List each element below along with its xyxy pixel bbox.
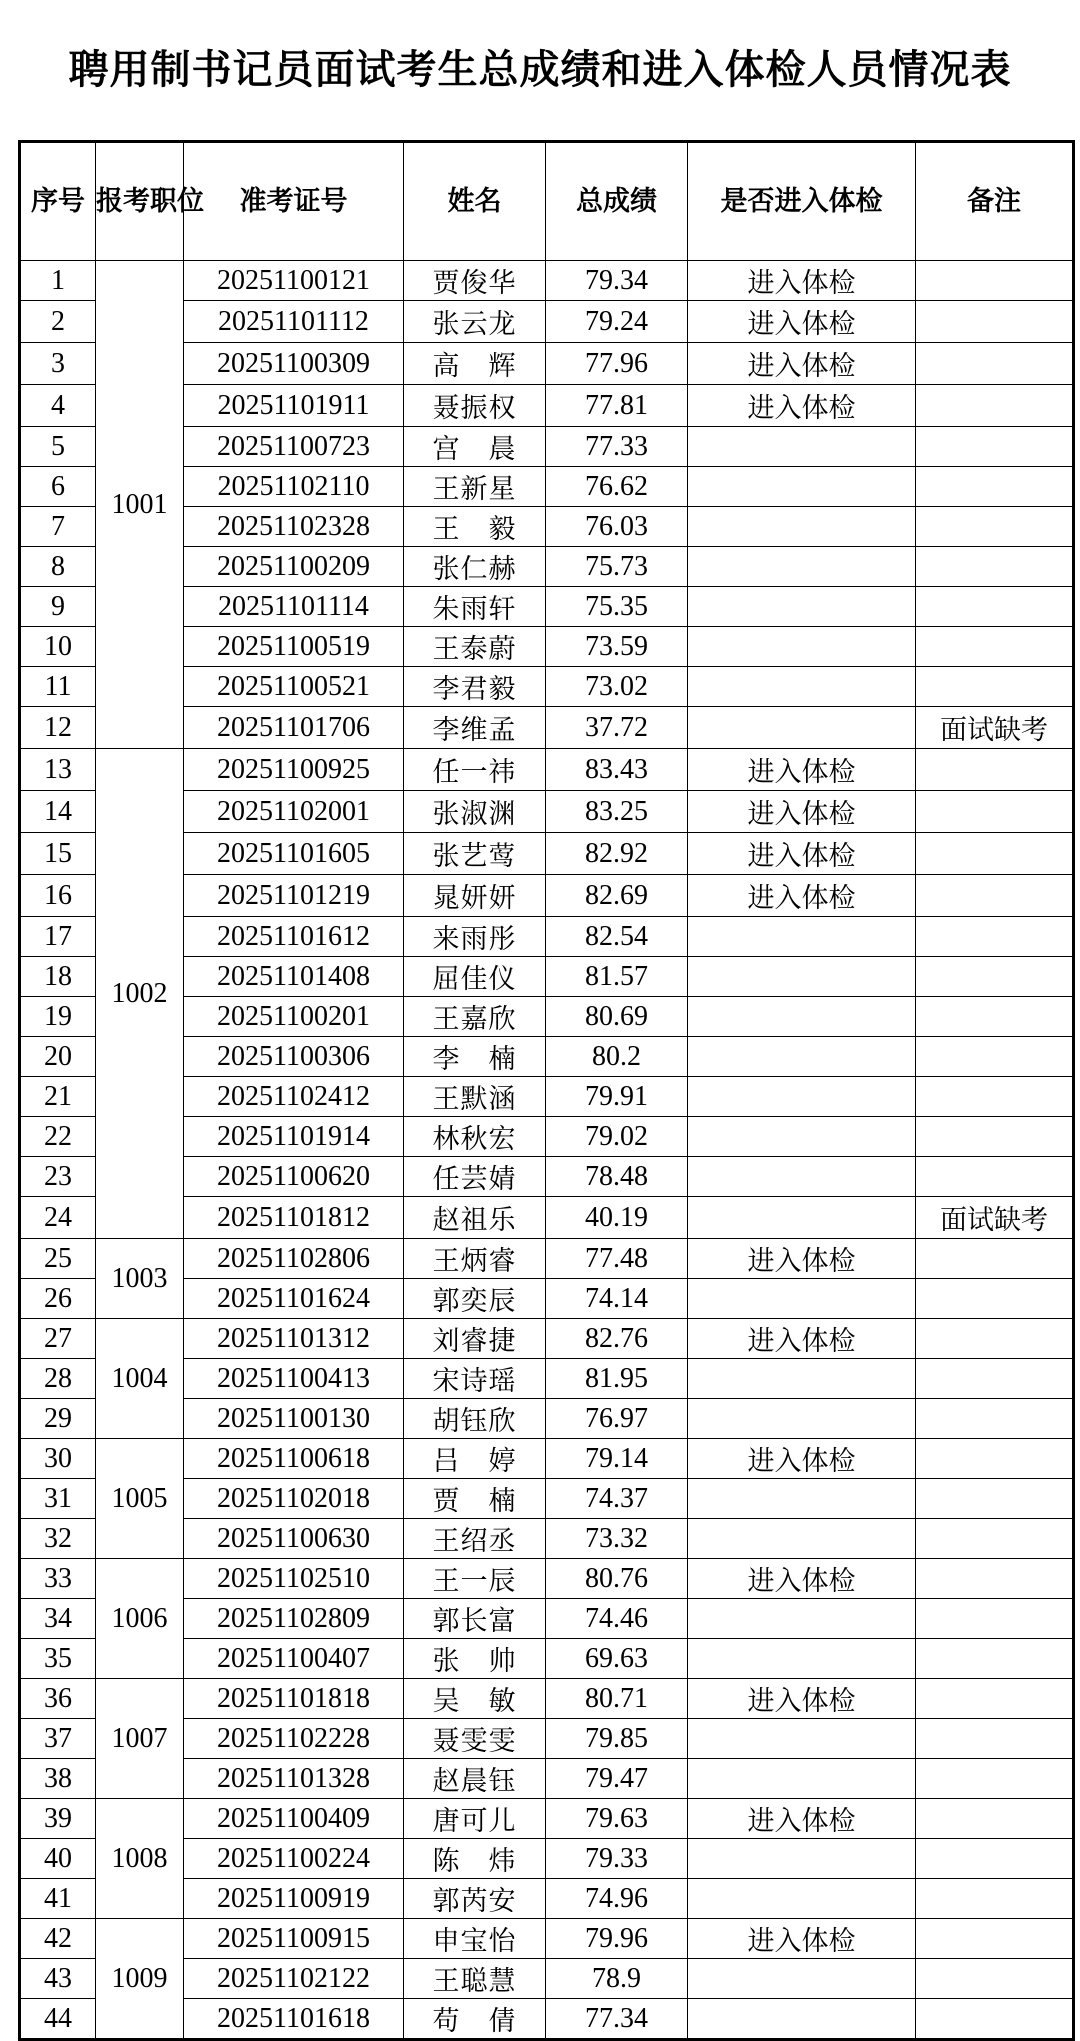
ticket-cell: 20251101618: [184, 1999, 404, 2040]
ticket-cell: 20251102110: [184, 467, 404, 507]
seq-cell: 17: [20, 917, 96, 957]
seq-cell: 34: [20, 1599, 96, 1639]
table-row: [20, 1919, 1074, 1959]
name-cell: 郭奕辰: [404, 1279, 546, 1319]
note-cell: [916, 791, 1074, 833]
check-cell: [688, 1157, 916, 1197]
name-cell: 宫 晨: [404, 427, 546, 467]
name-cell: 郭长富: [404, 1599, 546, 1639]
seq-cell: 23: [20, 1157, 96, 1197]
name-cell: 李君毅: [404, 667, 546, 707]
check-cell: 进入体检: [688, 1439, 916, 1479]
name-cell: 吴 敏: [404, 1679, 546, 1719]
seq-cell: 25: [20, 1239, 96, 1279]
note-cell: [916, 1919, 1074, 1959]
ticket-cell: 20251101219: [184, 875, 404, 917]
score-cell: 79.24: [546, 301, 688, 343]
seq-cell: 6: [20, 467, 96, 507]
ticket-cell: 20251102018: [184, 1479, 404, 1519]
score-cell: 79.14: [546, 1439, 688, 1479]
post-cell: 1003: [96, 1239, 184, 1319]
score-cell: 80.2: [546, 1037, 688, 1077]
seq-cell: 35: [20, 1639, 96, 1679]
ticket-cell: 20251102122: [184, 1959, 404, 1999]
score-cell: 80.69: [546, 997, 688, 1037]
score-cell: 40.19: [546, 1197, 688, 1239]
score-cell: 77.34: [546, 1999, 688, 2040]
seq-cell: 5: [20, 427, 96, 467]
name-cell: 聂振权: [404, 385, 546, 427]
header-note: 备注: [916, 142, 1074, 261]
name-cell: 王嘉欣: [404, 997, 546, 1037]
check-cell: [688, 707, 916, 749]
ticket-cell: 20251100409: [184, 1799, 404, 1839]
check-cell: [688, 1037, 916, 1077]
ticket-cell: 20251100309: [184, 343, 404, 385]
header-row: [20, 142, 1074, 261]
score-cell: 74.96: [546, 1879, 688, 1919]
score-cell: 69.63: [546, 1639, 688, 1679]
score-cell: 78.48: [546, 1157, 688, 1197]
note-cell: 面试缺考: [916, 1197, 1074, 1239]
name-cell: 朱雨轩: [404, 587, 546, 627]
check-cell: [688, 1839, 916, 1879]
note-cell: [916, 1479, 1074, 1519]
ticket-cell: 20251101911: [184, 385, 404, 427]
score-cell: 75.73: [546, 547, 688, 587]
name-cell: 王默涵: [404, 1077, 546, 1117]
score-cell: 77.96: [546, 343, 688, 385]
score-cell: 79.34: [546, 261, 688, 301]
seq-cell: 39: [20, 1799, 96, 1839]
score-cell: 79.96: [546, 1919, 688, 1959]
seq-cell: 38: [20, 1759, 96, 1799]
seq-cell: 28: [20, 1359, 96, 1399]
score-cell: 81.95: [546, 1359, 688, 1399]
ticket-cell: 20251100306: [184, 1037, 404, 1077]
note-cell: [916, 1599, 1074, 1639]
note-cell: [916, 547, 1074, 587]
seq-cell: 10: [20, 627, 96, 667]
check-cell: [688, 1077, 916, 1117]
header-check: 是否进入体检: [688, 142, 916, 261]
post-cell: 1005: [96, 1439, 184, 1559]
note-cell: [916, 627, 1074, 667]
note-cell: [916, 749, 1074, 791]
post-cell: 1008: [96, 1799, 184, 1919]
ticket-cell: 20251100618: [184, 1439, 404, 1479]
note-cell: [916, 917, 1074, 957]
header-name: 姓名: [404, 142, 546, 261]
check-cell: [688, 1519, 916, 1559]
check-cell: [688, 627, 916, 667]
seq-cell: 3: [20, 343, 96, 385]
note-cell: [916, 1839, 1074, 1879]
check-cell: 进入体检: [688, 1319, 916, 1359]
seq-cell: 29: [20, 1399, 96, 1439]
score-cell: 82.76: [546, 1319, 688, 1359]
ticket-cell: 20251101114: [184, 587, 404, 627]
name-cell: 王新星: [404, 467, 546, 507]
check-cell: 进入体检: [688, 261, 916, 301]
seq-cell: 4: [20, 385, 96, 427]
seq-cell: 8: [20, 547, 96, 587]
page-title: 聘用制书记员面试考生总成绩和进入体检人员情况表: [68, 47, 1012, 93]
header-post: 报考职位: [96, 142, 184, 261]
score-cell: 83.43: [546, 749, 688, 791]
score-cell: 80.76: [546, 1559, 688, 1599]
note-cell: [916, 343, 1074, 385]
ticket-cell: 20251101612: [184, 917, 404, 957]
check-cell: [688, 1639, 916, 1679]
name-cell: 屈佳仪: [404, 957, 546, 997]
seq-cell: 20: [20, 1037, 96, 1077]
ticket-cell: 20251101818: [184, 1679, 404, 1719]
seq-cell: 43: [20, 1959, 96, 1999]
name-cell: 张艺莺: [404, 833, 546, 875]
ticket-cell: 20251100723: [184, 427, 404, 467]
check-cell: [688, 467, 916, 507]
seq-cell: 13: [20, 749, 96, 791]
score-cell: 74.46: [546, 1599, 688, 1639]
note-cell: [916, 1117, 1074, 1157]
note-cell: [916, 261, 1074, 301]
score-cell: 74.14: [546, 1279, 688, 1319]
ticket-cell: 20251100201: [184, 997, 404, 1037]
check-cell: [688, 1359, 916, 1399]
seq-cell: 37: [20, 1719, 96, 1759]
score-cell: 81.57: [546, 957, 688, 997]
note-cell: [916, 1999, 1074, 2040]
score-cell: 37.72: [546, 707, 688, 749]
note-cell: [916, 301, 1074, 343]
note-cell: [916, 1279, 1074, 1319]
name-cell: 赵祖乐: [404, 1197, 546, 1239]
seq-cell: 33: [20, 1559, 96, 1599]
score-cell: 76.62: [546, 467, 688, 507]
ticket-cell: 20251101328: [184, 1759, 404, 1799]
score-cell: 76.03: [546, 507, 688, 547]
check-cell: 进入体检: [688, 343, 916, 385]
check-cell: [688, 1999, 916, 2040]
check-cell: 进入体检: [688, 1679, 916, 1719]
score-cell: 77.48: [546, 1239, 688, 1279]
post-cell: 1009: [96, 1919, 184, 2040]
note-cell: [916, 1639, 1074, 1679]
name-cell: 李维孟: [404, 707, 546, 749]
ticket-cell: 20251101624: [184, 1279, 404, 1319]
name-cell: 王聪慧: [404, 1959, 546, 1999]
note-cell: [916, 427, 1074, 467]
check-cell: [688, 997, 916, 1037]
score-cell: 82.54: [546, 917, 688, 957]
score-cell: 78.9: [546, 1959, 688, 1999]
score-cell: 82.92: [546, 833, 688, 875]
ticket-cell: 20251101914: [184, 1117, 404, 1157]
note-cell: [916, 385, 1074, 427]
name-cell: 晁妍妍: [404, 875, 546, 917]
name-cell: 唐可儿: [404, 1799, 546, 1839]
seq-cell: 40: [20, 1839, 96, 1879]
name-cell: 张 帅: [404, 1639, 546, 1679]
check-cell: [688, 1759, 916, 1799]
check-cell: 进入体检: [688, 1239, 916, 1279]
ticket-cell: 20251102412: [184, 1077, 404, 1117]
check-cell: 进入体检: [688, 1559, 916, 1599]
ticket-cell: 20251100209: [184, 547, 404, 587]
table-row: [20, 1679, 1074, 1719]
seq-cell: 36: [20, 1679, 96, 1719]
table-row: [20, 1559, 1074, 1599]
ticket-cell: 20251102510: [184, 1559, 404, 1599]
name-cell: 张仁赫: [404, 547, 546, 587]
check-cell: [688, 1479, 916, 1519]
seq-cell: 19: [20, 997, 96, 1037]
seq-cell: 14: [20, 791, 96, 833]
seq-cell: 41: [20, 1879, 96, 1919]
ticket-cell: 20251100407: [184, 1639, 404, 1679]
seq-cell: 22: [20, 1117, 96, 1157]
seq-cell: 31: [20, 1479, 96, 1519]
check-cell: 进入体检: [688, 385, 916, 427]
note-cell: [916, 1799, 1074, 1839]
score-cell: 77.81: [546, 385, 688, 427]
post-cell: 1002: [96, 749, 184, 1239]
note-cell: [916, 467, 1074, 507]
table-row: [20, 1319, 1074, 1359]
name-cell: 胡钰欣: [404, 1399, 546, 1439]
name-cell: 李 楠: [404, 1037, 546, 1077]
name-cell: 王一辰: [404, 1559, 546, 1599]
check-cell: [688, 667, 916, 707]
note-cell: [916, 1759, 1074, 1799]
name-cell: 王 毅: [404, 507, 546, 547]
note-cell: [916, 1679, 1074, 1719]
header-score: 总成绩: [546, 142, 688, 261]
name-cell: 刘睿捷: [404, 1319, 546, 1359]
check-cell: [688, 1399, 916, 1439]
note-cell: [916, 667, 1074, 707]
check-cell: 进入体检: [688, 1799, 916, 1839]
ticket-cell: 20251100919: [184, 1879, 404, 1919]
check-cell: [688, 1117, 916, 1157]
note-cell: [916, 1719, 1074, 1759]
seq-cell: 12: [20, 707, 96, 749]
note-cell: [916, 957, 1074, 997]
score-cell: 80.71: [546, 1679, 688, 1719]
check-cell: [688, 1197, 916, 1239]
note-cell: [916, 1559, 1074, 1599]
table-row: [20, 1439, 1074, 1479]
seq-cell: 16: [20, 875, 96, 917]
note-cell: [916, 507, 1074, 547]
score-cell: 79.85: [546, 1719, 688, 1759]
name-cell: 王泰蔚: [404, 627, 546, 667]
note-cell: [916, 1399, 1074, 1439]
ticket-cell: 20251100224: [184, 1839, 404, 1879]
seq-cell: 9: [20, 587, 96, 627]
check-cell: 进入体检: [688, 833, 916, 875]
seq-cell: 42: [20, 1919, 96, 1959]
name-cell: 贾 楠: [404, 1479, 546, 1519]
note-cell: [916, 1239, 1074, 1279]
check-cell: [688, 1279, 916, 1319]
ticket-cell: 20251100620: [184, 1157, 404, 1197]
ticket-cell: 20251100130: [184, 1399, 404, 1439]
post-cell: 1001: [96, 261, 184, 749]
name-cell: 林秋宏: [404, 1117, 546, 1157]
results-table: [18, 140, 1075, 2041]
score-cell: 75.35: [546, 587, 688, 627]
ticket-cell: 20251100413: [184, 1359, 404, 1399]
check-cell: [688, 917, 916, 957]
ticket-cell: 20251100519: [184, 627, 404, 667]
table-row: [20, 1799, 1074, 1839]
table-row: [20, 261, 1074, 301]
seq-cell: 18: [20, 957, 96, 997]
name-cell: 吕 婷: [404, 1439, 546, 1479]
ticket-cell: 20251102001: [184, 791, 404, 833]
check-cell: [688, 1879, 916, 1919]
ticket-cell: 20251102809: [184, 1599, 404, 1639]
check-cell: [688, 1719, 916, 1759]
score-cell: 79.02: [546, 1117, 688, 1157]
ticket-cell: 20251101706: [184, 707, 404, 749]
header-ticket: 准考证号: [184, 142, 404, 261]
ticket-cell: 20251101812: [184, 1197, 404, 1239]
seq-cell: 32: [20, 1519, 96, 1559]
post-cell: 1004: [96, 1319, 184, 1439]
check-cell: [688, 957, 916, 997]
name-cell: 聂雯雯: [404, 1719, 546, 1759]
score-cell: 76.97: [546, 1399, 688, 1439]
name-cell: 高 辉: [404, 343, 546, 385]
post-cell: 1006: [96, 1559, 184, 1679]
check-cell: [688, 507, 916, 547]
ticket-cell: 20251100915: [184, 1919, 404, 1959]
ticket-cell: 20251102806: [184, 1239, 404, 1279]
post-cell: 1007: [96, 1679, 184, 1799]
name-cell: 来雨彤: [404, 917, 546, 957]
ticket-cell: 20251100630: [184, 1519, 404, 1559]
ticket-cell: 20251101312: [184, 1319, 404, 1359]
ticket-cell: 20251102228: [184, 1719, 404, 1759]
check-cell: 进入体检: [688, 749, 916, 791]
name-cell: 王炳睿: [404, 1239, 546, 1279]
score-cell: 73.02: [546, 667, 688, 707]
name-cell: 王绍丞: [404, 1519, 546, 1559]
note-cell: [916, 875, 1074, 917]
note-cell: 面试缺考: [916, 707, 1074, 749]
note-cell: [916, 1157, 1074, 1197]
score-cell: 73.59: [546, 627, 688, 667]
seq-cell: 27: [20, 1319, 96, 1359]
score-cell: 74.37: [546, 1479, 688, 1519]
check-cell: 进入体检: [688, 1919, 916, 1959]
note-cell: [916, 1439, 1074, 1479]
score-cell: 79.63: [546, 1799, 688, 1839]
check-cell: [688, 547, 916, 587]
check-cell: 进入体检: [688, 301, 916, 343]
table-row: [20, 1239, 1074, 1279]
note-cell: [916, 1879, 1074, 1919]
score-cell: 83.25: [546, 791, 688, 833]
seq-cell: 15: [20, 833, 96, 875]
seq-cell: 1: [20, 261, 96, 301]
note-cell: [916, 587, 1074, 627]
note-cell: [916, 1359, 1074, 1399]
ticket-cell: 20251101112: [184, 301, 404, 343]
check-cell: [688, 1599, 916, 1639]
name-cell: 任一祎: [404, 749, 546, 791]
name-cell: 任芸婧: [404, 1157, 546, 1197]
name-cell: 陈 炜: [404, 1839, 546, 1879]
score-cell: 79.91: [546, 1077, 688, 1117]
seq-cell: 30: [20, 1439, 96, 1479]
seq-cell: 26: [20, 1279, 96, 1319]
note-cell: [916, 833, 1074, 875]
note-cell: [916, 997, 1074, 1037]
score-cell: 79.47: [546, 1759, 688, 1799]
seq-cell: 24: [20, 1197, 96, 1239]
name-cell: 申宝怡: [404, 1919, 546, 1959]
table-row: [20, 749, 1074, 791]
check-cell: [688, 1959, 916, 1999]
ticket-cell: 20251100521: [184, 667, 404, 707]
seq-cell: 44: [20, 1999, 96, 2040]
ticket-cell: 20251100925: [184, 749, 404, 791]
score-cell: 82.69: [546, 875, 688, 917]
check-cell: [688, 427, 916, 467]
name-cell: 张淑渊: [404, 791, 546, 833]
score-cell: 79.33: [546, 1839, 688, 1879]
ticket-cell: 20251100121: [184, 261, 404, 301]
ticket-cell: 20251101605: [184, 833, 404, 875]
ticket-cell: 20251101408: [184, 957, 404, 997]
score-cell: 77.33: [546, 427, 688, 467]
check-cell: 进入体检: [688, 791, 916, 833]
note-cell: [916, 1037, 1074, 1077]
seq-cell: 7: [20, 507, 96, 547]
note-cell: [916, 1519, 1074, 1559]
name-cell: 苟 倩: [404, 1999, 546, 2040]
note-cell: [916, 1319, 1074, 1359]
table-body: [20, 261, 1074, 2040]
name-cell: 宋诗瑶: [404, 1359, 546, 1399]
check-cell: [688, 587, 916, 627]
note-cell: [916, 1077, 1074, 1117]
score-cell: 73.32: [546, 1519, 688, 1559]
header-seq: 序号: [20, 142, 96, 261]
seq-cell: 2: [20, 301, 96, 343]
seq-cell: 21: [20, 1077, 96, 1117]
check-cell: 进入体检: [688, 875, 916, 917]
name-cell: 贾俊华: [404, 261, 546, 301]
note-cell: [916, 1959, 1074, 1999]
name-cell: 赵晨钰: [404, 1759, 546, 1799]
seq-cell: 11: [20, 667, 96, 707]
name-cell: 张云龙: [404, 301, 546, 343]
ticket-cell: 20251102328: [184, 507, 404, 547]
name-cell: 郭芮安: [404, 1879, 546, 1919]
